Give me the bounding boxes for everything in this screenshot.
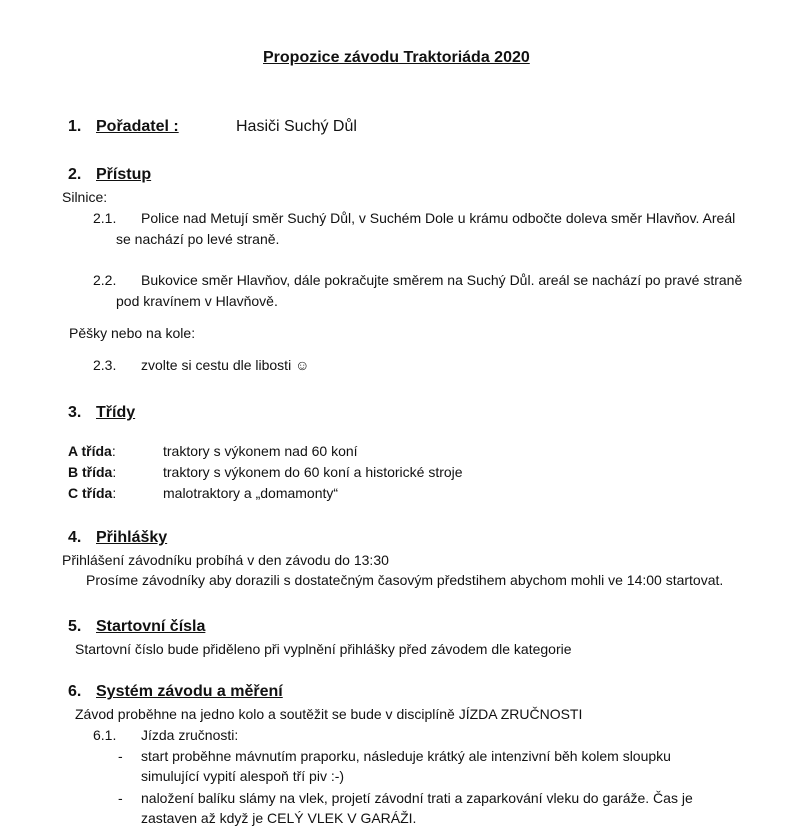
organizer-value: Hasiči Suchý Důl [236, 118, 357, 135]
page-title: Propozice závodu Traktoriáda 2020 [263, 49, 530, 66]
bullet-1-line-1: start proběhne mávnutím praporku, následuje krátký ale intenzivní běh kolem sloupku [141, 748, 671, 764]
item-2-2-number: 2.2. [93, 272, 117, 288]
section-3-number: 3. [68, 404, 82, 421]
section-4-heading [68, 529, 167, 547]
class-a [68, 443, 116, 459]
race-system-line-1: Závod proběhne na jedno kolo a soutěžit se bude v disciplíně JÍZDA ZRUČNOSTI [75, 706, 583, 722]
section-6-heading [68, 683, 283, 701]
item-2-3-line-1: zvolte si cestu dle libosti ☺ [141, 357, 310, 373]
class-b-label: B třída [68, 464, 113, 480]
bullet-2-line-2: zastaven až když je CELÝ VLEK V GARÁŽI. [141, 810, 417, 826]
walk-label: Pěšky nebo na kole: [69, 325, 196, 341]
item-2-2-line-2: pod kravínem v Hlavňově. [116, 293, 278, 309]
start-numbers-line-1: Startovní číslo bude přiděleno při vyplnění přihlášky před závodem dle kategorie [75, 641, 572, 657]
class-c [68, 485, 116, 501]
item-2-2-line-1: Bukovice směr Hlavňov, dále pokračujte směrem na Suchý Důl. areál se nachází po pravé straně [141, 272, 743, 288]
section-2-number: 2. [68, 166, 82, 183]
section-3-heading [68, 404, 135, 422]
section-1-heading [68, 118, 179, 136]
item-2-3-number: 2.3. [93, 357, 117, 373]
section-3-title: Třídy [96, 404, 136, 421]
registration-line-2: Prosíme závodníky aby dorazili s dostatečným časovým předstihem abychom mohli ve 14:00 startovat. [86, 572, 724, 588]
class-a-label: A třída [68, 443, 112, 459]
section-5-number: 5. [68, 618, 82, 635]
class-a-desc: traktory s výkonem nad 60 koní [163, 443, 358, 459]
bullet-1-dash: - [118, 748, 123, 764]
section-2-heading [68, 166, 151, 184]
bullet-1-line-2: simulující vypití alespoň tří piv :-) [141, 768, 345, 784]
section-6-title: Systém závodu a měření [96, 683, 283, 700]
item-2-1-number: 2.1. [93, 210, 117, 226]
section-4-title: Přihlášky [96, 529, 168, 546]
bullet-2-line-1: naložení balíku slámy na vlek, projetí závodní trati a zaparkování vleku do garáže. Čas je [141, 790, 693, 806]
section-4-number: 4. [68, 529, 82, 546]
item-6-1-label: Jízda zručnosti: [141, 727, 239, 743]
item-2-1-line-1: Police nad Metují směr Suchý Důl, v Suchém Dole u krámu odbočte doleva směr Hlavňov. Areál [141, 210, 736, 226]
item-6-1-number: 6.1. [93, 727, 117, 743]
class-c-desc: malotraktory a „domamonty“ [163, 485, 339, 501]
bullet-2-dash: - [118, 790, 123, 806]
class-b-colon: : [112, 464, 117, 480]
class-a-colon: : [111, 443, 116, 459]
item-2-1-line-2: se nachází po levé straně. [116, 231, 280, 247]
section-1-number: 1. [68, 118, 82, 135]
class-b [68, 464, 116, 480]
class-c-colon: : [112, 485, 117, 501]
road-label: Silnice: [62, 189, 108, 205]
section-2-title: Přístup [96, 166, 152, 183]
section-6-number: 6. [68, 683, 82, 700]
section-5-heading [68, 618, 205, 636]
section-1-title: Pořadatel : [96, 118, 179, 135]
registration-line-1: Přihlášení závodníku probíhá v den závodu do 13:30 [62, 552, 389, 568]
class-c-label: C třída [68, 485, 113, 501]
class-b-desc: traktory s výkonem do 60 koní a historické stroje [163, 464, 463, 480]
section-5-title: Startovní čísla [96, 618, 206, 635]
